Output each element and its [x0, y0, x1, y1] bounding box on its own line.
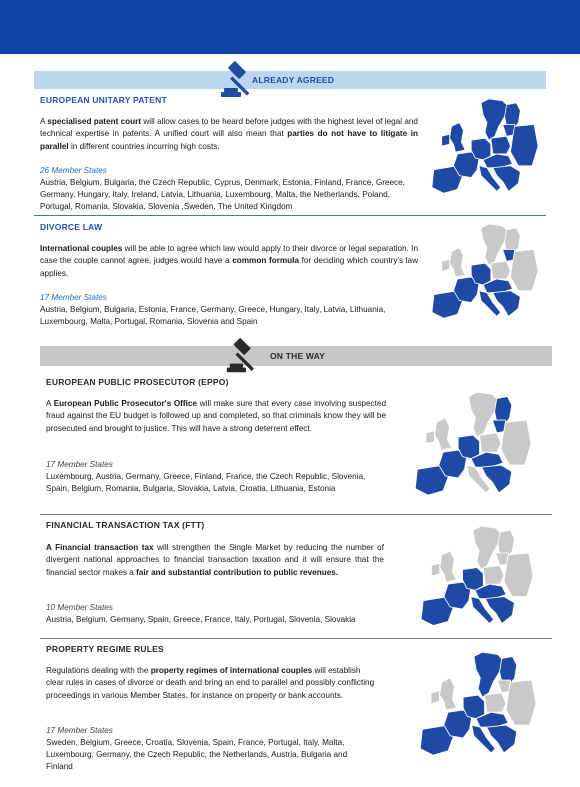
unitary-patent-member-list: Austria, Belgium, Bulgaria, the Czech Republic, Cyprus, Denmark, Estonia, Finland, France, Greece, Germany, Hungary, Italy, Ireland, Latvia, Lithuania, Luxembourg, Malta, the Netherlands, Poland, Portugal, Romania, Slovakia, Slovenia ,Sweden, The United Kingdom — [40, 178, 405, 212]
divorce-law-member-count: 17 Member States — [40, 293, 107, 302]
unitary-patent-description: A specialised patent court will allow cases to be heard before judges with the highest level of legal and technical expertise in patents. A unified court will also mean that parties do not have to litigate in parallel in different countries incurring high costs. — [40, 117, 418, 151]
gavel-icon — [223, 335, 267, 377]
eppo-member-list: Luxembourg, Austria, Germany, Greece, Finland, France, the Czech Republic, Slovenia, Spain, Belgium, Romania, Bulgaria, Slovakia, Latvia, Croatia, Lithuania, Estonia — [46, 472, 366, 494]
section-title-eppo: EUROPEAN PUBLIC PROSECUTOR (EPPO) — [46, 377, 229, 387]
on-the-way-banner — [40, 346, 552, 366]
eppo-description: A European Public Prosecutor's Office will make sure that every case involving suspected fraud against the EU budget is followed up and completed, so that criminals know they will be prosecuted and brought to justice. This will have a strong deterrent effect. — [46, 399, 387, 433]
section-title-divorce-law: DIVORCE LAW — [40, 222, 103, 232]
section-title-ftt: FINANCIAL TRANSACTION TAX (FTT) — [46, 520, 205, 530]
divorce-law-description: International couples will be able to agree which law would apply to their divorce or legal separation. In case the couple cannot agree, judges would have a common formula for deciding which country's law applies. — [40, 244, 419, 278]
europe-map-property-regime — [410, 650, 542, 768]
ftt-member-list: Austria, Belgium, Germany, Spain, Greece, France, Italy, Portugal, Slovenia, Slovakia — [46, 615, 356, 624]
section-divider — [40, 638, 552, 639]
eppo-member-count: 17 Member States — [46, 460, 113, 469]
section-divider — [34, 215, 546, 216]
ftt-description: A Financial transaction tax will strengthen the Single Market by reducing the number of divergent national approaches to financial transaction taxation and it will ensure that the financial sector makes a fair and substantial contribution to public revenues. — [46, 543, 384, 577]
section-title-unitary-patent: EUROPEAN UNITARY PATENT — [40, 95, 167, 105]
europe-map-ftt — [410, 524, 540, 638]
property-regime-member-list: Sweden, Belgium, Greece, Croatia, Slovenia, Spain, France, Portugal, Italy, Malta, Luxembourg, Germany, the Czech Republic, the Netherlands, Austria, Bulgaria and Finland — [46, 738, 348, 772]
europe-map-divorce-law — [424, 222, 542, 330]
property-regime-description: Regulations dealing with the property regimes of international couples will establish clear rules in cases of divorce or death and bring an end to parallel and possibly conflicting proceedings in various Member States, for instance on property or bank accounts. — [46, 666, 375, 700]
section-title-property-regime: PROPERTY REGIME RULES — [46, 644, 164, 654]
header-band — [0, 0, 580, 54]
already-agreed-banner — [34, 71, 546, 89]
on-the-way-label: ON THE WAY — [270, 351, 326, 361]
ftt-member-count: 10 Member States — [46, 603, 113, 612]
divorce-law-member-list: Austria, Belgium, Bulgaria, Estonia, France, Germany, Greece, Hungary, Italy, Latvia, Lithuania, Luxembourg, Malta, Portugal, Romania, Slovenia and Spain — [40, 305, 386, 327]
europe-map-unitary-patent — [424, 96, 542, 206]
gavel-icon — [218, 58, 262, 102]
unitary-patent-member-count: 26 Member States — [40, 166, 107, 175]
section-divider — [40, 514, 552, 515]
property-regime-member-count: 17 Member States — [46, 726, 113, 735]
europe-map-eppo — [405, 390, 537, 508]
already-agreed-label: ALREADY AGREED — [252, 75, 335, 85]
